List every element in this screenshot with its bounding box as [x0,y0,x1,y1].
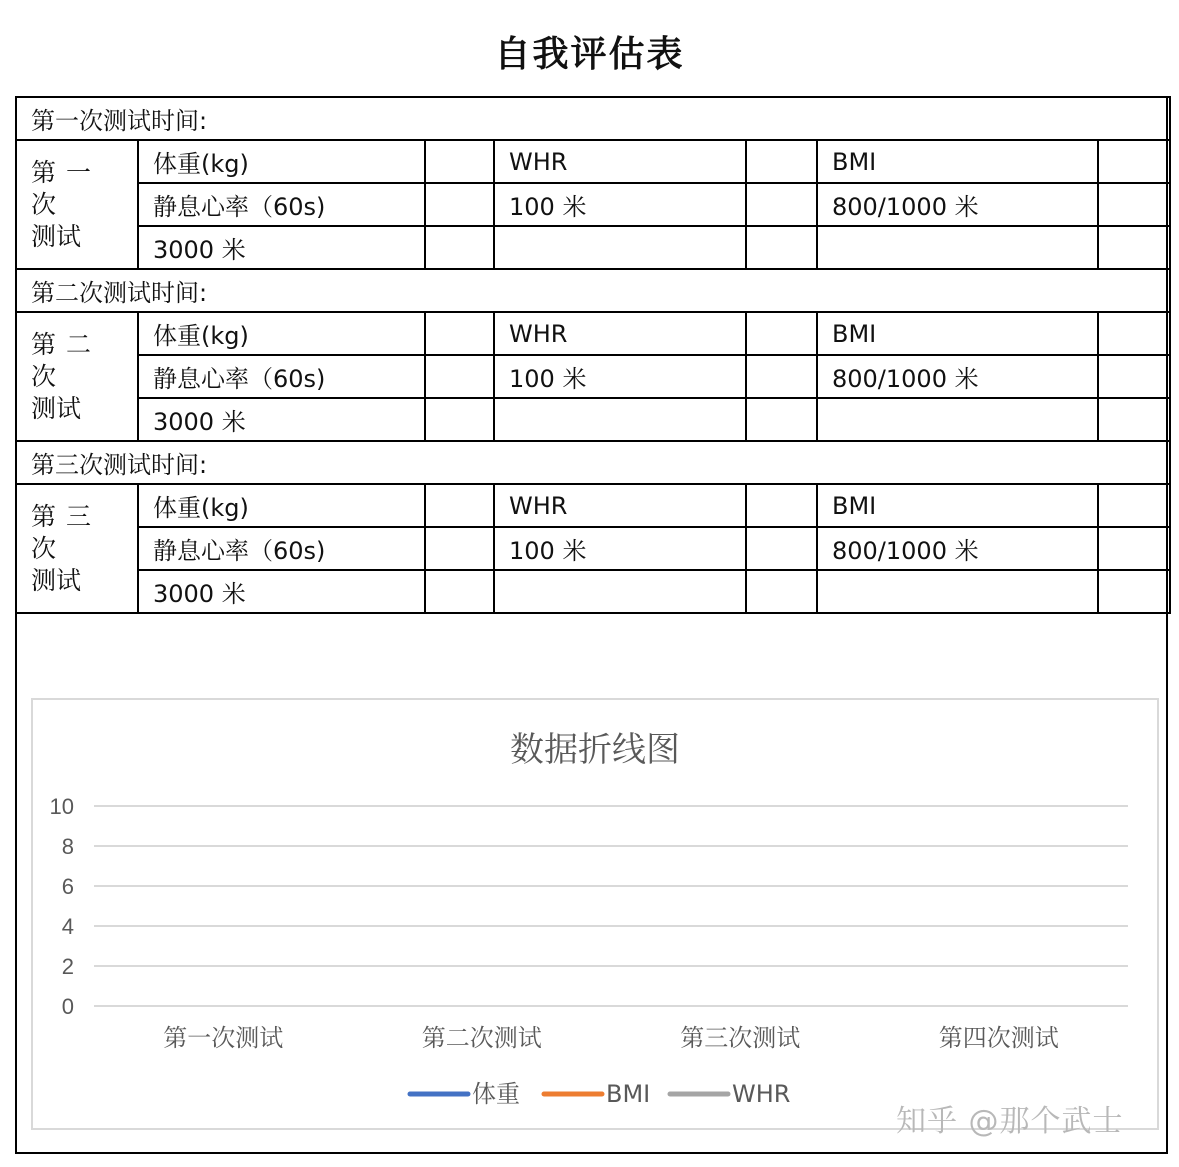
x-tick-label: 第四次测试 [938,1024,1059,1052]
test-group-label-line1: 第二次 [31,329,102,391]
test-group-label-line2: 测试 [31,565,82,595]
watermark: 知乎 @那个武士 [896,1104,1124,1139]
y-tick-label: 10 [49,794,74,819]
test-time-label: 第三次测试时间: [16,441,1170,484]
metric-label: 800/1000 米 [817,527,1098,570]
metric-label: 体重(kg) [138,312,425,355]
legend-label: BMI [606,1080,651,1108]
y-tick-label: 4 [61,914,74,939]
metric-label: 静息心率（60s) [138,355,425,398]
metric-label: 3000 米 [138,570,425,613]
metric-label: BMI [817,140,1098,183]
metric-label: 800/1000 米 [817,355,1098,398]
y-tick-label: 0 [61,994,74,1019]
metric-label: 100 米 [494,355,746,398]
y-tick-label: 6 [61,874,74,899]
test-time-label: 第一次测试时间: [16,97,1170,140]
x-tick-label: 第三次测试 [680,1024,801,1052]
metric-label: 800/1000 米 [817,183,1098,226]
metric-label: BMI [817,312,1098,355]
metric-label: WHR [494,140,746,183]
metric-label: 静息心率（60s) [138,527,425,570]
metric-label: 3000 米 [138,398,425,441]
metric-label: WHR [494,312,746,355]
y-tick-label: 2 [61,954,74,979]
legend-label: WHR [732,1080,791,1108]
x-tick-label: 第二次测试 [421,1024,542,1052]
metric-label: WHR [494,484,746,527]
y-tick-label: 8 [61,834,74,859]
x-tick-label: 第一次测试 [163,1024,284,1052]
test-time-label: 第二次测试时间: [16,269,1170,312]
test-group-label-line2: 测试 [31,221,82,251]
page-title: 自我评估表 [494,34,685,75]
metric-label: BMI [817,484,1098,527]
metric-label: 3000 米 [138,226,425,269]
metric-label: 100 米 [494,527,746,570]
chart-title: 数据折线图 [510,730,680,770]
test-group-label-line2: 测试 [31,393,82,423]
metric-label: 静息心率（60s) [138,183,425,226]
legend-label: 体重 [472,1080,520,1108]
metric-label: 体重(kg) [138,484,425,527]
metric-label: 体重(kg) [138,140,425,183]
test-group-label-line1: 第三次 [31,501,102,563]
test-group-label-line1: 第一次 [31,157,102,219]
metric-label: 100 米 [494,183,746,226]
